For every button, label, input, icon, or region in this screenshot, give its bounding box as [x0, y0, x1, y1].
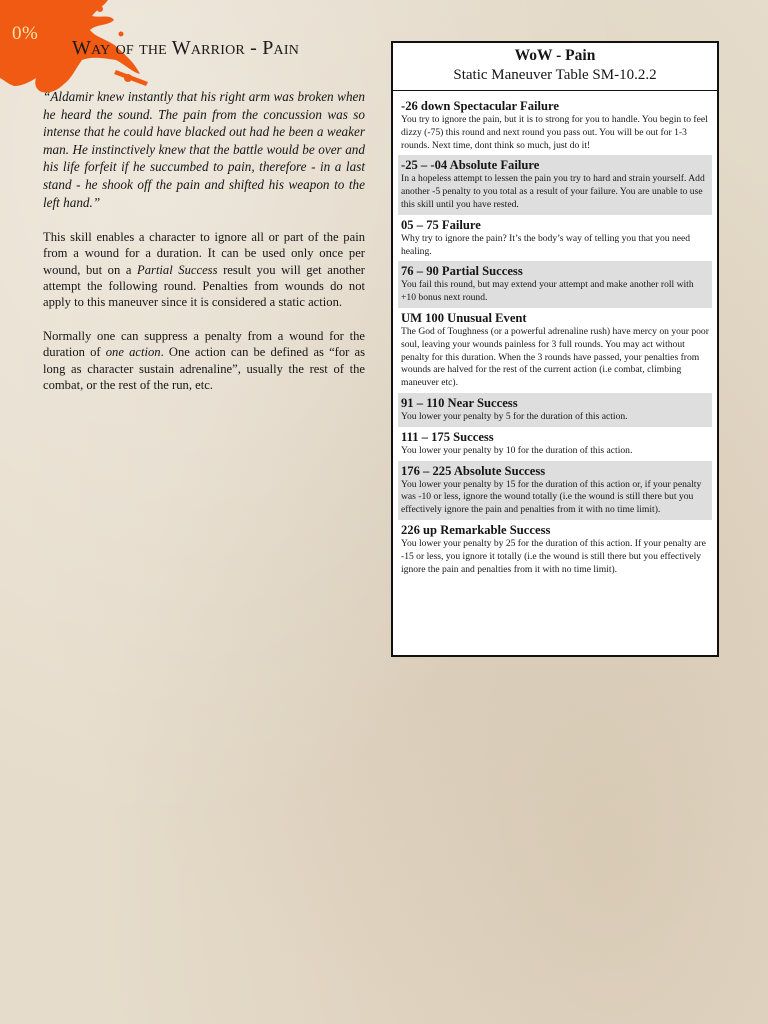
row-text: You lower your penalty by 15 for the duration of this action or, if your penalty was -10 or less, ignore the wound totally (i.e the wound is still there but you effectively ignore the pain and penalties from it with no time limit).: [401, 478, 702, 516]
row-text: The God of Toughness (or a powerful adrenaline rush) have mercy on your poor soul, leaving your wounds painless for 3 full rounds. You may act without penalty for this duration. When the 3 rounds have passed, your penalties from wounds are halved for the rest of the current action (i.e combat, climbing maneuver etc).: [401, 325, 709, 389]
row-heading: 76 – 90 Partial Success: [401, 264, 523, 279]
flavor-quote: “Aldamir knew instantly that his right arm was broken when he heard the sound. The pain from the concussion was so intense that he could have blacked out had he been a weaker man. He instinctively knew that the battle would be over and his life forfeit if he succumbed to pain, therefore - in a last stand - he shook off the pain and shifted his weapon to the left hand.”: [43, 89, 365, 210]
table-rows: [393, 91, 717, 579]
row-heading: 91 – 110 Near Success: [401, 395, 518, 410]
table-row: [398, 261, 712, 308]
row-text: You lower your penalty by 25 for the duration of this action. If your penalty are -15 or less, you ignore it totally (i.e the wound is still there but you effectively ignore the pain and penalties from it with no time limit).: [401, 537, 706, 575]
row-text: You try to ignore the pain, but it is to strong for you to handle. You begin to feel dizzy (-75) this round and next round you pass out. You will be out for 1-3 rounds. Next time, dont think so much, just do it!: [401, 114, 708, 151]
row-heading: 176 – 225 Absolute Success: [401, 463, 546, 478]
row-text: In a hopeless attempt to lessen the pain you try to hard and strain yourself. Add another -5 penalty to you total as a result of your failure. You are unable to use this skill until you have rested.: [401, 173, 705, 210]
table-header: [393, 43, 717, 91]
table-row: [398, 96, 712, 155]
table-row: [398, 308, 712, 393]
table-row: [398, 393, 712, 427]
row-heading: 05 – 75 Failure: [401, 217, 481, 232]
row-heading: 226 up Remarkable Success: [401, 522, 551, 537]
row-text: You lower your penalty by 5 for the duration of this action.: [401, 410, 628, 422]
row-heading: -25 – -04 Absolute Failure: [401, 158, 540, 173]
table-row: [398, 427, 712, 461]
description-paragraph-1: This skill enables a character to ignore all or part of the pain from a wound for a duration. It can be used only once per wound, but on a Partial Success result you will get another attempt the following round. Penalties from wounds do not apply to this maneuver since it is considered a static action.: [43, 230, 366, 309]
row-text: You lower your penalty by 10 for the duration of this action.: [401, 444, 633, 456]
row-text: You fail this round, but may extend your attempt and make another roll with +10 bonus next round.: [401, 279, 694, 304]
table-row: [398, 155, 712, 214]
table-row: [398, 215, 712, 262]
description-paragraph-2: Normally one can suppress a penalty from a wound for the duration of one action. One action can be defined as “for as long as character sustain adrenaline”, usually the rest of the combat, or the rest of the run, etc.: [43, 329, 365, 392]
table-title: WoW - Pain: [514, 47, 596, 64]
maneuver-table: [391, 41, 719, 657]
row-text: Why try to ignore the pain? It’s the body’s way of telling you that you need healing.: [401, 232, 691, 257]
table-row: [398, 461, 712, 520]
row-heading: 111 – 175 Success: [401, 429, 494, 444]
table-row: [398, 520, 712, 579]
progress-badge: 0%: [12, 23, 39, 44]
row-heading: -26 down Spectacular Failure: [401, 99, 560, 113]
body-text: [43, 88, 365, 393]
row-heading: UM 100 Unusual Event: [401, 310, 527, 325]
table-subtitle: Static Maneuver Table SM-10.2.2: [453, 67, 657, 83]
page-title: Way of the Warrior - Pain: [72, 37, 300, 59]
